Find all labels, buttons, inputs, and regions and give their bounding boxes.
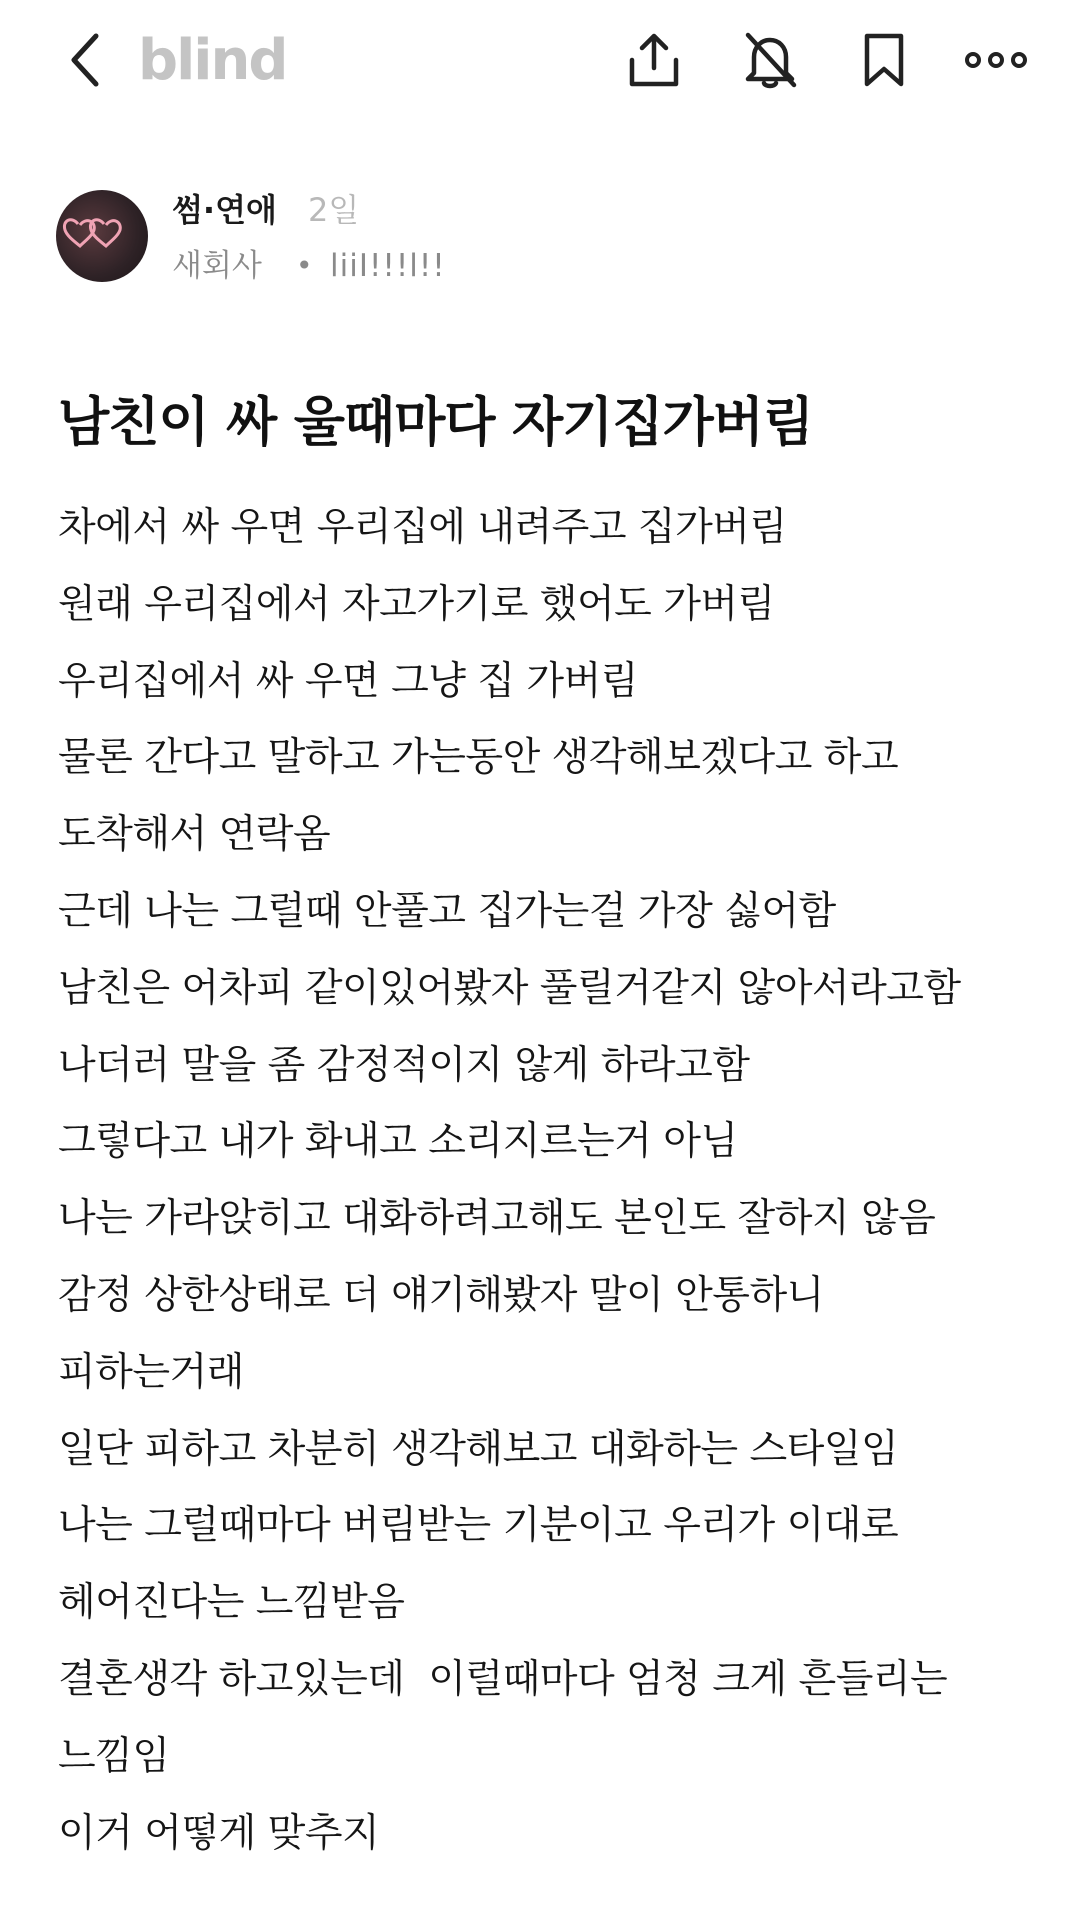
post-body-line: 일단 피하고 차분히 생각해보고 대화하는 스타일임	[58, 1426, 899, 1472]
share-button[interactable]	[618, 24, 690, 96]
bookmark-icon	[862, 31, 906, 89]
back-button[interactable]	[55, 25, 115, 95]
post-title: 남친이 싸 울때마다 자기집가버림	[58, 392, 814, 453]
post-body-line: 도착해서 연락옴	[58, 812, 331, 858]
post-body-line: 차에서 싸 우면 우리집에 내려주고 집가버림	[58, 505, 787, 550]
avatar[interactable]	[56, 190, 148, 282]
post-body-line: 물론 간다고 말하고 가는동안 생각해보겠다고 하고	[58, 735, 899, 781]
author-company: 새회사	[172, 248, 262, 284]
post-body-line: 헤어진다는 느낌받음	[58, 1580, 405, 1626]
post-body-line: 느낌임	[58, 1733, 170, 1779]
post-body-line: 나더러 말을 좀 감정적이지 않게 하라고함	[58, 1042, 750, 1088]
bookmark-button[interactable]	[848, 24, 920, 96]
more-options-button[interactable]	[960, 24, 1032, 96]
more-icon	[964, 50, 1028, 70]
post-body-line: 우리집에서 싸 우면 그냥 집 가버림	[58, 658, 638, 704]
post-body-line: 나는 가라앉히고 대화하려고해도 본인도 잘하지 않음	[58, 1196, 936, 1242]
bell-off-icon	[740, 29, 800, 91]
post-body-line: 감정 상한상태로 더 얘기해봤자 말이 안통하니	[58, 1272, 824, 1318]
meta-separator: •	[296, 249, 313, 282]
post-time: 2일	[308, 191, 360, 229]
back-arrow-icon	[68, 32, 102, 88]
top-bar	[0, 0, 1080, 120]
notification-off-button[interactable]	[734, 24, 806, 96]
post-body-line: 남친은 어차피 같이있어봤자 풀릴거같지 않아서라고함	[58, 965, 961, 1011]
heart-icon	[56, 190, 148, 282]
post-body-line: 결혼생각 하고있는데 이럴때마다 엄청 크게 흔들리는	[58, 1656, 948, 1702]
post-body-line: 이거 어떻게 맞추지	[58, 1810, 380, 1856]
post-body-line: 나는 그럴때마다 버림받는 기분이고 우리가 이대로	[58, 1503, 899, 1549]
post-body-line: 피하는거래	[58, 1349, 244, 1395]
author-nickname: liiI!!!l!!	[330, 248, 446, 284]
blind-logo[interactable]: blind	[138, 28, 287, 93]
post-body-line: 그렇다고 내가 화내고 소리지르는거 아님	[58, 1119, 738, 1165]
post-body	[58, 490, 1058, 1872]
post-author-info	[56, 190, 1016, 290]
share-icon	[626, 30, 682, 90]
channel-name[interactable]: 썸·연애	[172, 191, 277, 229]
post-body-line: 원래 우리집에서 자고가기로 했어도 가버림	[58, 581, 775, 627]
post-body-line: 근데 나는 그럴때 안풀고 집가는걸 가장 싫어함	[58, 888, 836, 934]
